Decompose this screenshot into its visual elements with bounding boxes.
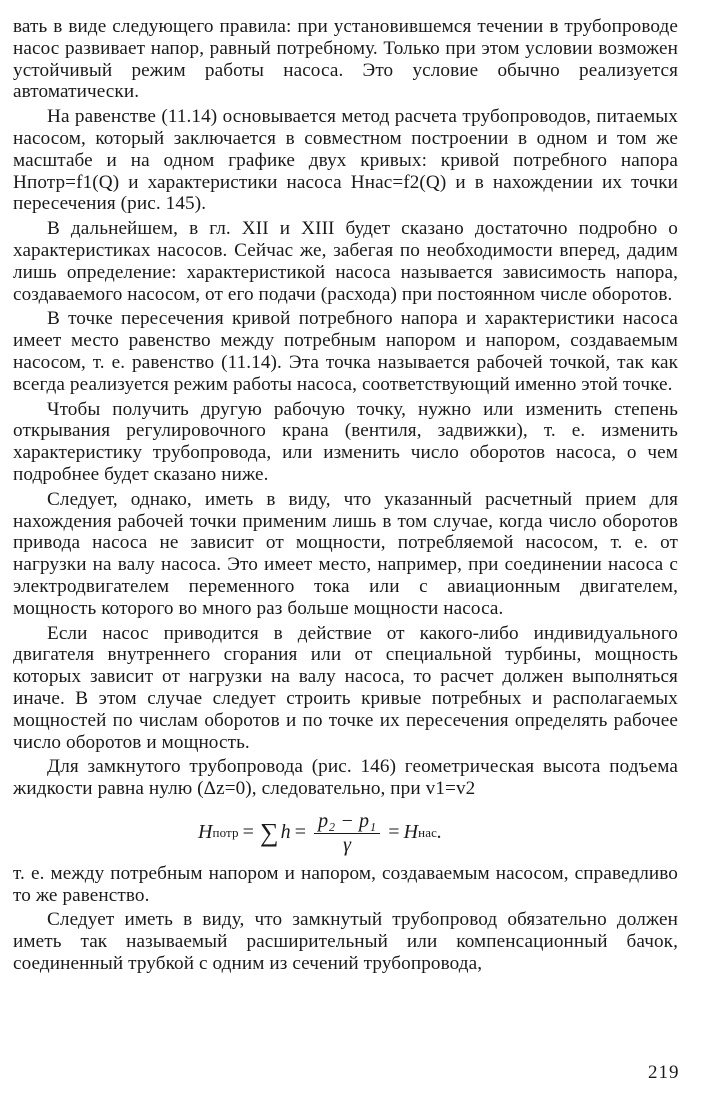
paragraph-operating-point: В точке пересечения кривой потребного напора и характеристики насоса имеет место равенство между потребным напором и напором, создаваемым насосом, т. е. равенство (11.14). Эта точка называется рабочей точкой, так как всегда реализуется режим работы насоса, соответствующий именно этой точке. [13, 308, 678, 395]
formula-numerator: p₂ − p₁ [314, 810, 380, 834]
paragraph-change-point: Чтобы получить другую рабочую точку, нужно или изменить степень открывания регулировочного крана (вентиля, задвижки), т. е. изменить характеристику трубопровода, или изменить число оборотов насоса, о чем подробнее будет сказано ниже. [13, 398, 678, 485]
paragraph-expansion-tank: Следует иметь в виду, что замкнутый трубопровод обязательно должен иметь так называемый расширительный или компенсационный бачок, соединенный трубкой с одним из сечений трубопровода, [13, 909, 678, 975]
formula-period: . [436, 820, 443, 843]
formula-lhs-subscript: потр [212, 824, 239, 840]
page-number: 219 [648, 1062, 680, 1083]
paragraph-continuation: вать в виде следующего правила: при установившемся течении в трубопроводе насос развивает напор, равный потребному. Только при этом условии возможен устойчивый режим работы насоса. Это условие обычно реализуется автоматически. [13, 16, 678, 103]
body-text [13, 16, 678, 978]
paragraph-engine-case: Если насос приводится в действие от какого-либо индивидуального двигателя внутреннего сгорания или от специальной турбины, мощность которых зависит от нагрузки на валу насоса, то расчет должен выполняться иначе. В этом случае следует строить кривые потребных и располагаемых мощностей по числам оборотов и по точке их пересечения определять рабочее число оборотов и мощность. [13, 622, 678, 753]
paragraph-closed-pipeline: Для замкнутого трубопровода (рис. 146) геометрическая высота подъема жидкости равна нулю (Δz=0), следовательно, при v1=v2 [13, 756, 678, 800]
formula-equals-3: = [388, 820, 400, 843]
formula-equals-1: = [242, 820, 254, 843]
head-equation [13, 803, 678, 863]
formula-fraction [314, 810, 380, 856]
paragraph-applicability: Следует, однако, иметь в виду, что указанный расчетный прием для нахождения рабочей точки применим лишь в том случае, когда число оборотов привода насоса не зависит от мощности, потребляемой насосом, т. е. от нагрузки на валу насоса. Это имеет место, например, при соединении насоса с электродвигателем переменного тока или с авиационным двигателем, мощность которого во много раз больше мощности насоса. [13, 488, 678, 619]
paragraph-method: На равенстве (11.14) основывается метод расчета трубопроводов, питаемых насосом, который заключается в совместном построении в одном и том же масштабе и на одном графике двух кривых: кривой потребного напора Hпотр=f1(Q) и характеристики насоса Hнас=f2(Q) и в нахождении их точки пересечения (рис. 145). [13, 106, 678, 215]
formula-denominator: γ [343, 833, 352, 856]
formula-rhs-subscript: нас [418, 824, 437, 840]
formula-rhs: H [403, 820, 419, 843]
formula-equals-2: = [294, 820, 307, 843]
paragraph-after-formula: т. е. между потребным напором и напором, создаваемым насосом, справедливо то же равенство. [13, 862, 678, 906]
formula-lhs: H [198, 820, 213, 843]
formula-h: h [280, 820, 291, 843]
paragraph-pump-characteristic: В дальнейшем, в гл. XII и XIII будет сказано достаточно подробно о характеристиках насосов. Сейчас же, забегая по необходимости вперед, дадим лишь определение: характеристикой насоса называется зависимость напора, создаваемого насосом, от его подачи (расхода) при постоянном числе оборотов. [13, 218, 678, 305]
formula-sum-sign: ∑ [259, 817, 279, 847]
